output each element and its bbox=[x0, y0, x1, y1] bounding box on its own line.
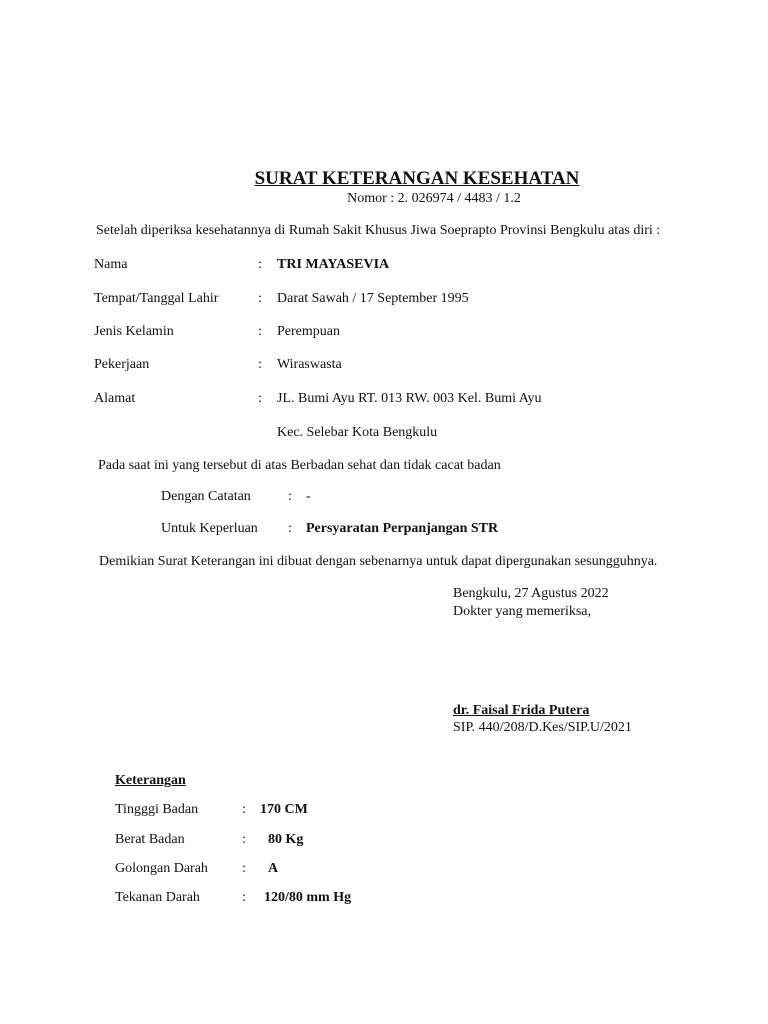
label-dengan-catatan: Dengan Catatan bbox=[161, 489, 251, 504]
document-title: SURAT KETERANGAN KESEHATAN bbox=[254, 168, 580, 189]
label-alamat: Alamat bbox=[94, 391, 136, 406]
value-golongan-darah: A bbox=[268, 861, 279, 876]
value-pekerjaan: Wiraswasta bbox=[277, 357, 342, 372]
label-berat-badan: Berat Badan bbox=[115, 832, 185, 847]
separator: : bbox=[258, 391, 262, 406]
separator: : bbox=[288, 489, 292, 504]
condition-text: Pada saat ini yang tersebut di atas Berbadan sehat dan tidak cacat badan bbox=[98, 458, 501, 473]
keterangan-heading: Keterangan bbox=[115, 773, 186, 788]
intro-text: Setelah diperiksa kesehatannya di Rumah Sakit Khusus Jiwa Soeprapto Provinsi Bengkulu atas diri : bbox=[96, 223, 661, 238]
separator: : bbox=[242, 832, 246, 847]
label-tinggi-badan: Tingggi Badan bbox=[115, 802, 199, 817]
separator: : bbox=[258, 357, 262, 372]
label-tekanan-darah: Tekanan Darah bbox=[115, 890, 200, 905]
value-alamat-line1: JL. Bumi Ayu RT. 013 RW. 003 Kel. Bumi Ayu bbox=[277, 391, 542, 406]
value-jenis-kelamin: Perempuan bbox=[277, 324, 340, 339]
label-jenis-kelamin: Jenis Kelamin bbox=[94, 324, 174, 339]
label-untuk-keperluan: Untuk Keperluan bbox=[161, 521, 258, 536]
separator: : bbox=[288, 521, 292, 536]
value-tekanan-darah: 120/80 mm Hg bbox=[264, 890, 352, 905]
value-untuk-keperluan: Persyaratan Perpanjangan STR bbox=[306, 521, 499, 536]
document-number: Nomor : 2. 026974 / 4483 / 1.2 bbox=[347, 191, 521, 206]
separator: : bbox=[242, 861, 246, 876]
doctor-name: dr. Faisal Frida Putera bbox=[453, 703, 590, 718]
value-alamat-line2: Kec. Selebar Kota Bengkulu bbox=[277, 425, 438, 440]
value-tinggi-badan: 170 CM bbox=[260, 802, 308, 817]
value-ttl: Darat Sawah / 17 September 1995 bbox=[277, 291, 469, 306]
label-nama: Nama bbox=[94, 257, 128, 272]
value-berat-badan: 80 Kg bbox=[268, 832, 304, 847]
doctor-sip: SIP. 440/208/D.Kes/SIP.U/2021 bbox=[453, 720, 632, 735]
value-dengan-catatan: - bbox=[306, 489, 311, 504]
value-nama: TRI MAYASEVIA bbox=[277, 257, 390, 272]
separator: : bbox=[258, 324, 262, 339]
separator: : bbox=[242, 890, 246, 905]
separator: : bbox=[242, 802, 246, 817]
separator: : bbox=[258, 291, 262, 306]
label-ttl: Tempat/Tanggal Lahir bbox=[94, 291, 219, 306]
place-date: Bengkulu, 27 Agustus 2022 bbox=[453, 586, 609, 601]
separator: : bbox=[258, 257, 262, 272]
label-pekerjaan: Pekerjaan bbox=[94, 357, 150, 372]
label-golongan-darah: Golongan Darah bbox=[115, 861, 208, 876]
closing-text: Demikian Surat Keterangan ini dibuat dengan sebenarnya untuk dapat dipergunakan sesungguhnya. bbox=[99, 554, 658, 569]
examiner-label: Dokter yang memeriksa, bbox=[453, 604, 592, 619]
